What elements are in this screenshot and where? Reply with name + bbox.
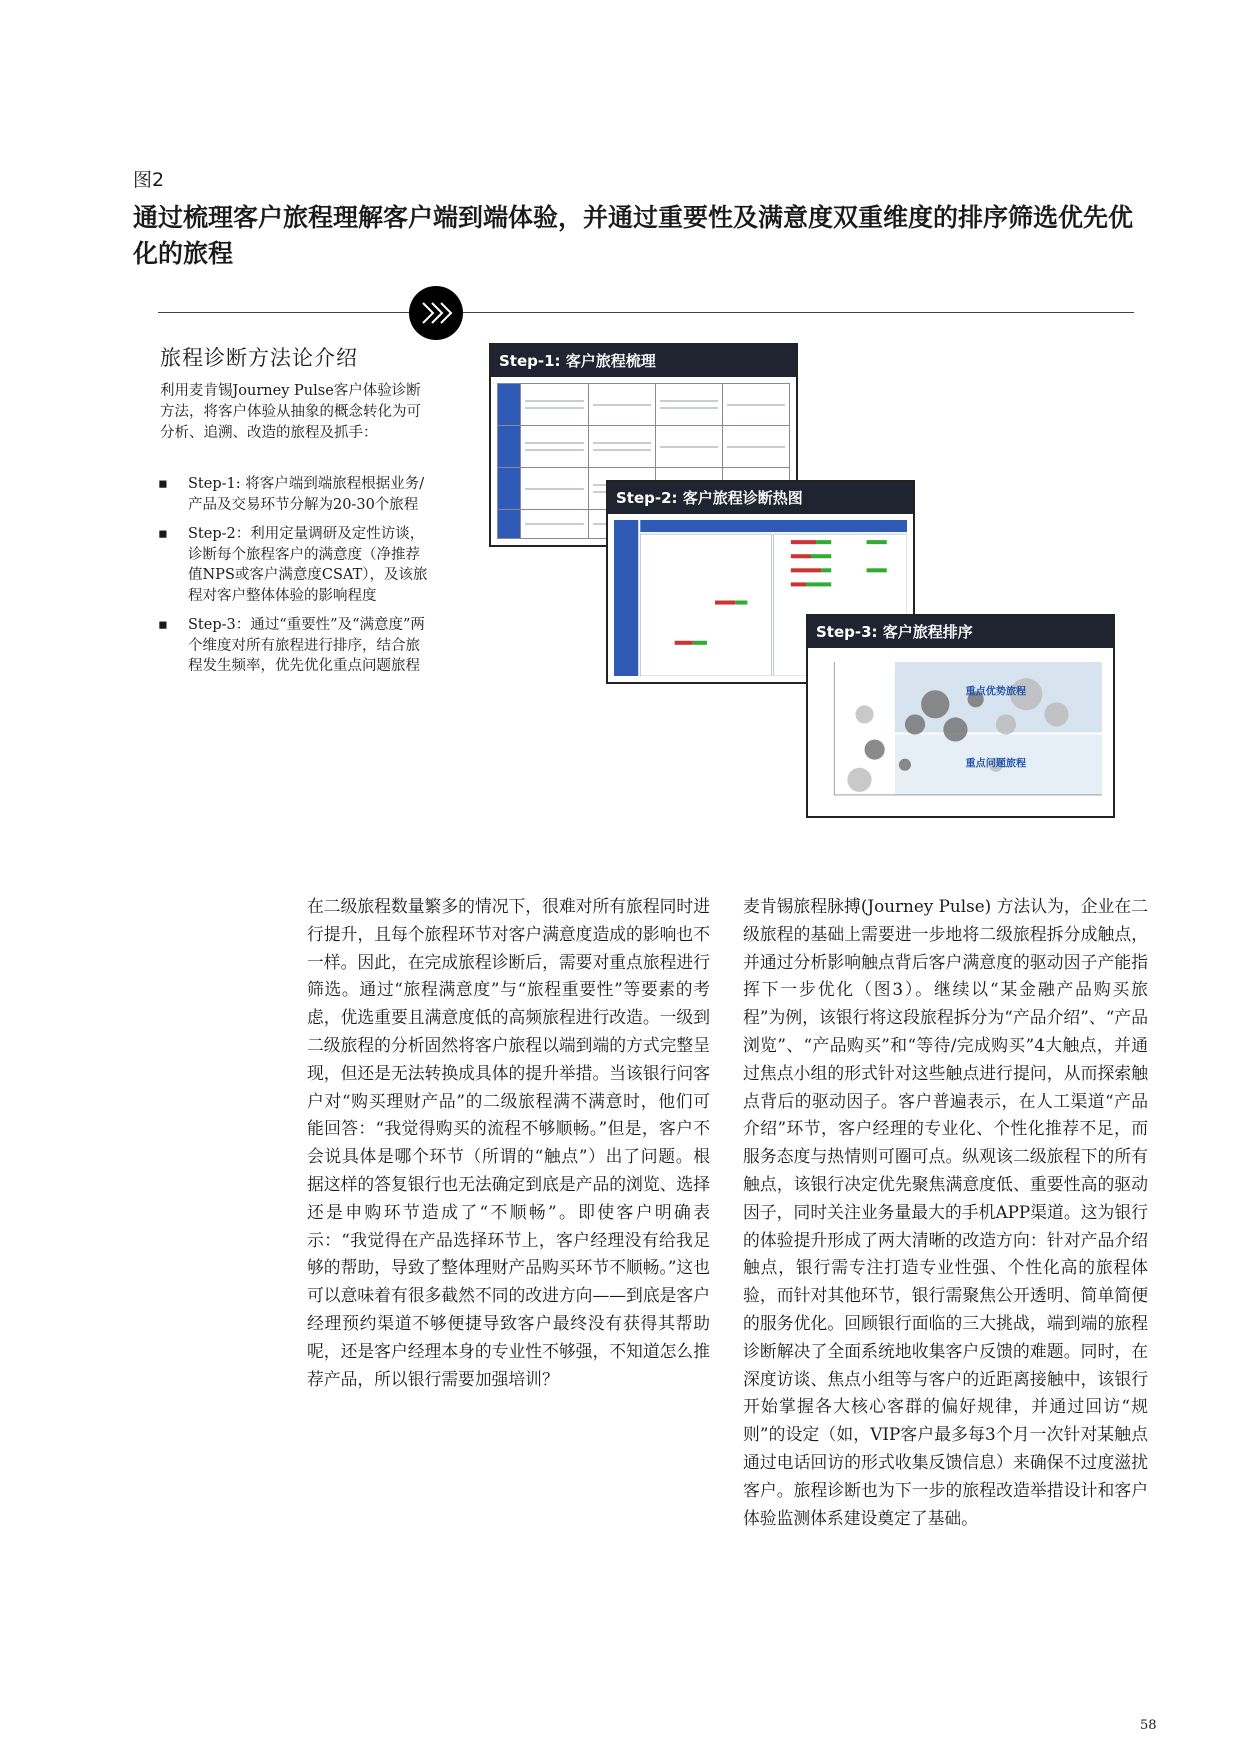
method-step: ▪ Step-3：通过“重要性”及“满意度”两个维度对所有旅程进行排序，结合旅程发生频率，优先优化重点问题旅程 [158, 617, 425, 674]
method-step: ▪ Step-1: 将客户端到端旅程根据业务/产品及交易环节分解为20-30个旅程 [158, 476, 425, 513]
double-chevron-right-icon [409, 286, 463, 340]
method-steps-list [158, 474, 433, 686]
figure-label: 图2 [133, 169, 165, 191]
bullet-icon: ▪ [158, 617, 168, 633]
page-number: 58 [1140, 1718, 1157, 1733]
body-text-left: 在二级旅程数量繁多的情况下，很难对所有旅程同时进行提升，且每个旅程环节对客户满意度造成的影响也不一样。因此，在完成旅程诊断后，需要对重点旅程进行筛选。通过“旅程满意度”与“旅程重要性”等要素的考虑，优选重要且满意度低的高频旅程进行改造。一级到二级旅程的分析固然将客户旅程以端到端的方式完整呈现，但还是无法转换成具体的提升举措。当该银行问客户对“购买理财产品”的二级旅程满不满意时，他们可能回答：“我觉得购买的流程不够顺畅。”但是，客户不会说具体是哪个环节（所谓的“触点”）出了问题。根据这样的答复银行也无法确定到底是产品的浏览、选择还是申购环节造成了“不顺畅”。即使客户明确表示：“我觉得在产品选择环节上，客户经理没有给我足够的帮助，导致了整体理财产品购买环节不顺畅。”这也可以意味着有很多截然不同的改进方向——到底是客户经理预约渠道不够便捷导致客户最终没有获得其帮助呢，还是客户经理本身的专业性不够强，不知道怎么推荐产品，所以银行需要加强培训？ [307, 896, 710, 1389]
label-key-problem: 重点问题旅程 [965, 758, 1027, 770]
bullet-icon: ▪ [158, 526, 168, 542]
journey-ranking-bubble-chart [814, 654, 1107, 810]
divider-rule [158, 312, 1134, 313]
step2-title: Step-2: 客户旅程诊断热图 [608, 482, 913, 514]
method-heading: 旅程诊断方法论介绍 [160, 346, 358, 370]
method-step: ▪ Step-2：利用定量调研及定性访谈，诊断每个旅程客户的满意度（净推荐值NPS或客户满意度CSAT），及该旅程对客户整体体验的影响程度 [158, 526, 428, 604]
figure-title: 通过梳理客户旅程理解客户端到端体验，并通过重要性及满意度双重维度的排序筛选优先优化的旅程 [133, 203, 1134, 268]
body-text-right: 麦肯锡旅程脉搏(Journey Pulse) 方法认为，企业在二级旅程的基础上需要进一步地将二级旅程拆分成触点，并通过分析影响触点背后客户满意度的驱动因子产能指挥下一步优化（图3）。继续以“某金融产品购买旅程”为例，该银行将这段旅程拆分为“产品介绍”、“产品浏览”、“产品购买”和“等待/完成购买”4大触点，并通过焦点小组的形式针对这些触点进行提问，从而探索触点背后的驱动因子。客户普遍表示，在人工渠道“产品介绍”环节，客户经理的专业化、个性化推荐不足，而服务态度与热情则可圈可点。纵观该二级旅程下的所有触点，该银行决定优先聚焦满意度低、重要性高的驱动因子，同时关注业务量最大的手机APP渠道。这为银行的体验提升形成了两大清晰的改造方向：针对产品介绍触点，银行需专注打造专业性强、个性化高的旅程体验，而针对其他环节，银行需聚焦公开透明、简单简便的服务优化。回顾银行面临的三大挑战，端到端的旅程诊断解决了全面系统地收集客户反馈的难题。同时，在深度访谈、焦点小组等与客户的近距离接触中，该银行开始掌握各大核心客群的偏好规律，并通过回访“规则”的设定（如，VIP客户最多每3个月一次针对某触点通过电话回访的形式收集反馈信息）来确保不过度滋扰客户。旅程诊断也为下一步的旅程改造举措设计和客户体验监测体系建设奠定了基础。 [743, 896, 1148, 1528]
step1-title: Step-1: 客户旅程梳理 [491, 345, 796, 377]
bullet-icon: ▪ [158, 476, 168, 492]
step3-title: Step-3: 客户旅程排序 [808, 616, 1113, 648]
step3-panel [806, 614, 1115, 818]
label-key-strength: 重点优势旅程 [965, 686, 1027, 698]
method-intro: 利用麦肯锡Journey Pulse客户体验诊断方法，将客户体验从抽象的概念转化为可分析、追溯、改造的旅程及抓手： [160, 383, 421, 441]
